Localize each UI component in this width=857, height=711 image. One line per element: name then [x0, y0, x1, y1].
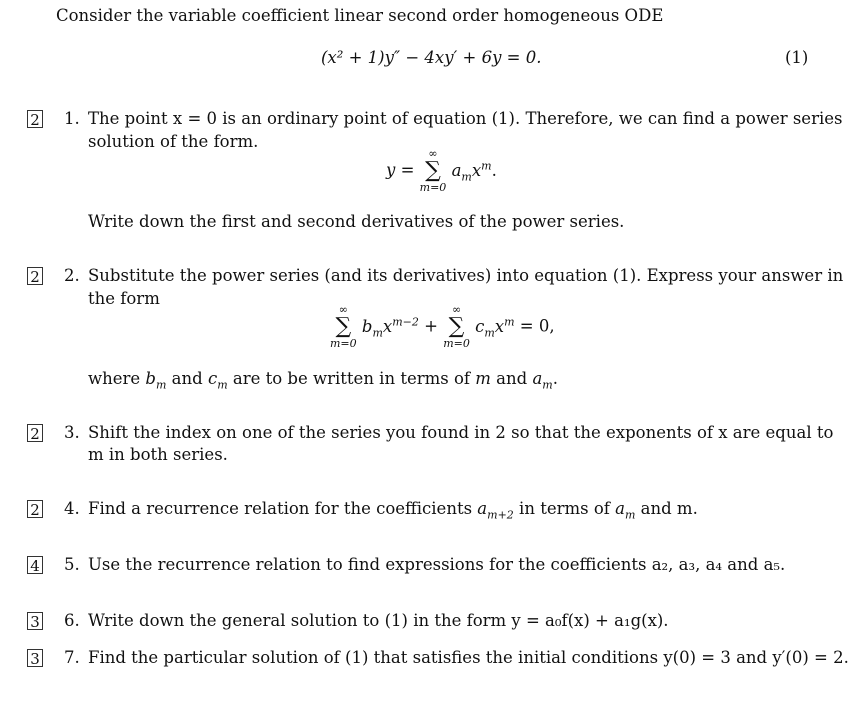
marks-box-q7: 3	[27, 649, 43, 667]
question-number-5: 5.	[64, 555, 80, 574]
summation-symbol-2: ∞ ∑ m=0	[443, 303, 470, 350]
intro-text: Consider the variable coefficient linear second order homogeneous ODE	[56, 6, 664, 25]
summation-symbol	[420, 148, 447, 194]
power-series-formula	[386, 148, 497, 194]
formula-lhs: y =	[386, 160, 415, 180]
question-3-line1: Shift the index on one of the series you found in 2 so that the exponents of x are equal to	[88, 423, 834, 442]
summation-symbol-1: ∞ ∑ m=0	[330, 303, 357, 350]
sigma-icon: ∑	[425, 158, 441, 183]
question-4-text: Find a recurrence relation for the coefficients $a_{m+2}$ in terms of $a_m$ and m.	[88, 499, 698, 522]
question-2-line1: Substitute the power series (and its derivatives) into equation (1). Express your answer in	[88, 266, 844, 285]
series-term-c: $c_mx^m$	[475, 315, 515, 339]
question-1-line2: solution of the form.	[88, 132, 259, 151]
question-7-text: Find the particular solution of (1) that satisfies the initial conditions y(0) = 3 and y′(0) = 2.	[88, 648, 849, 667]
plus-sign: +	[424, 316, 438, 336]
question-6-text: Write down the general solution to (1) in the form y = a₀f(x) + a₁g(x).	[88, 611, 669, 630]
equals-zero: = 0,	[519, 316, 555, 336]
ode-equation: (x² + 1)y″ − 4xy′ + 6y = 0.	[321, 48, 542, 67]
series-term-b: $b_mx^{m-2}$	[361, 315, 419, 339]
question-5-text: Use the recurrence relation to find expressions for the coefficients a₂, a₃, a₄ and a₅.	[88, 555, 786, 574]
substituted-series-formula	[330, 304, 555, 350]
question-number-7: 7.	[64, 648, 80, 667]
question-number-1: 1.	[64, 109, 80, 128]
marks-box-q4: 2	[27, 500, 43, 518]
series-term: $a_mx^m$.	[451, 159, 497, 183]
question-2-line3: where $b_m$ and $c_m$ are to be written in terms of m and $a_m$.	[88, 369, 558, 392]
question-number-3: 3.	[64, 423, 80, 442]
question-2-line2: the form	[88, 289, 160, 308]
question-1-line1: The point x = 0 is an ordinary point of equation (1). Therefore, we can find a power series	[88, 109, 843, 128]
marks-box-q3: 2	[27, 424, 43, 442]
sum-lower-limit: m=0	[419, 181, 447, 194]
marks-box-q1: 2	[27, 110, 43, 128]
marks-box-q2: 2	[27, 267, 43, 285]
marks-box-q5: 4	[27, 556, 43, 574]
question-number-6: 6.	[64, 611, 80, 630]
sum-upper-limit: ∞	[428, 147, 438, 160]
question-number-2: 2.	[64, 266, 80, 285]
question-1-line3: Write down the first and second derivatives of the power series.	[88, 212, 625, 231]
equation-number: (1)	[785, 48, 809, 67]
marks-box-q6: 3	[27, 612, 43, 630]
question-3-line2: m in both series.	[88, 445, 228, 464]
question-number-4: 4.	[64, 499, 80, 518]
